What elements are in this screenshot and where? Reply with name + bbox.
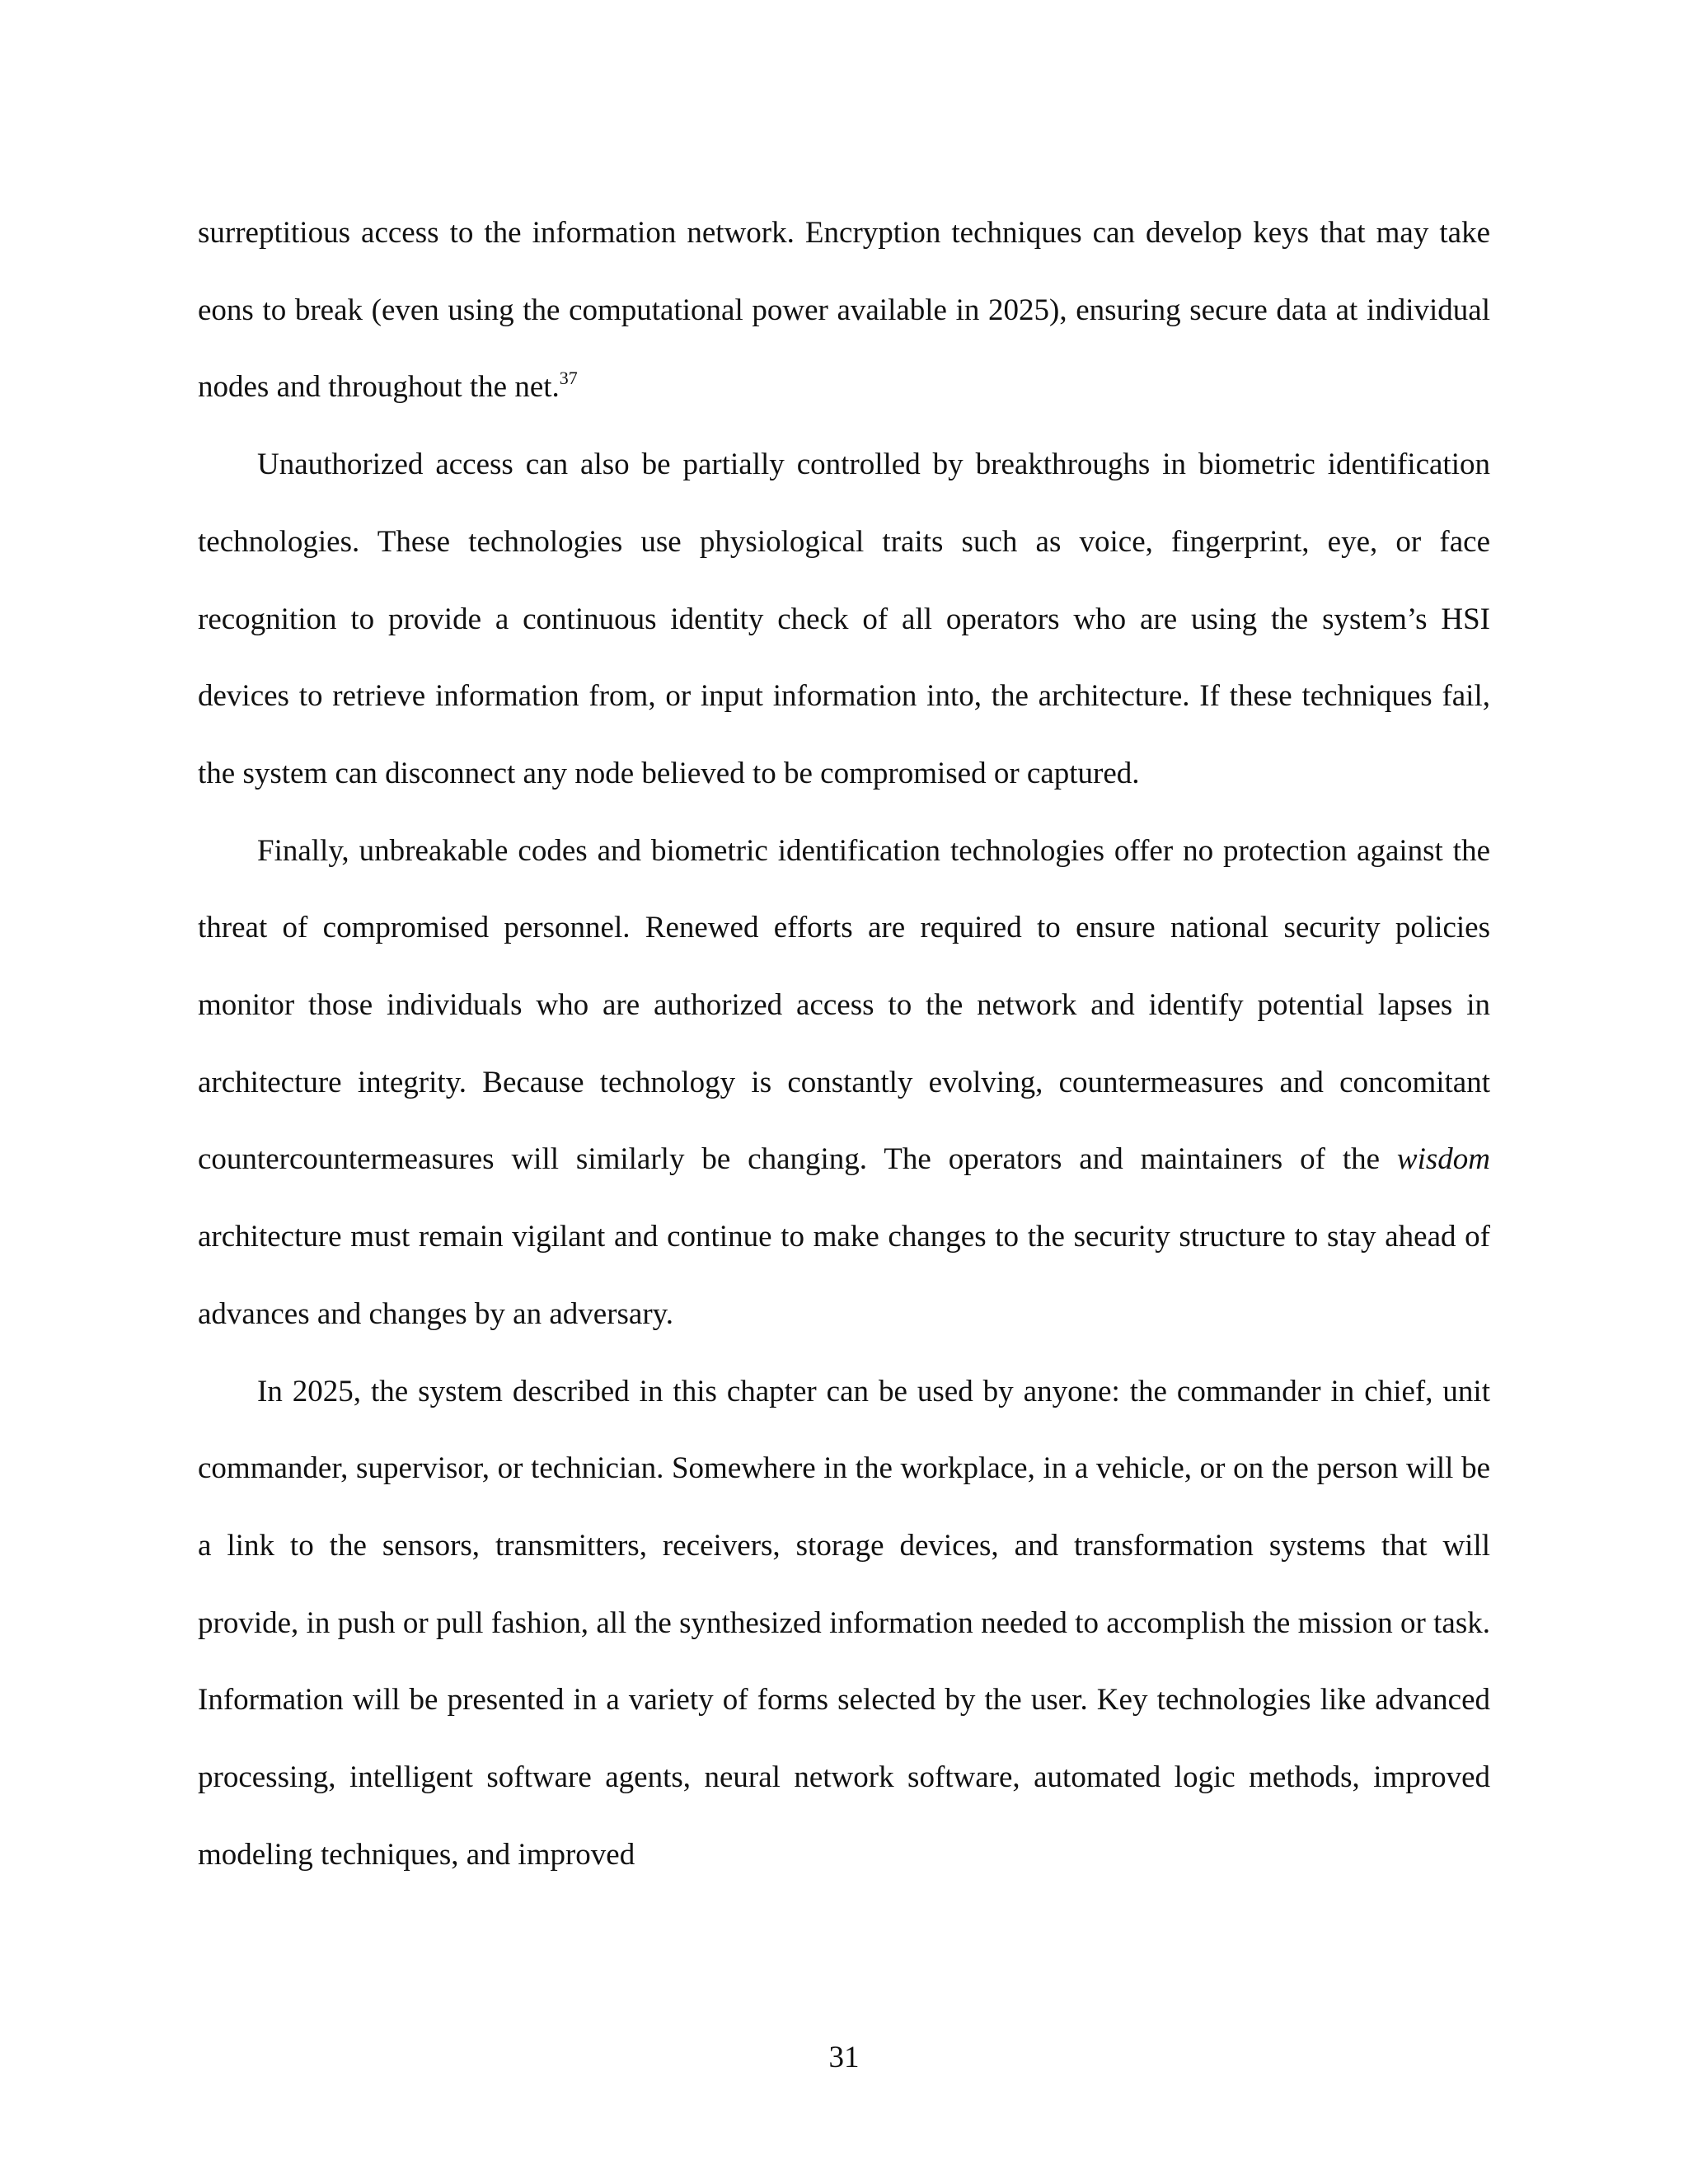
emphasized-word: wisdom [1396,1142,1490,1177]
paragraph-text: surreptitious access to the information network. Encryption techniques can develop keys that may take eons to break (even using the computational power available in 2025), ensuring secure data at individual nodes and throughout the net. [198,216,1490,405]
paragraph-text-before: Finally, unbreakable codes and biometric identification technologies offer no protection against the threat of compromised personnel. Renewed efforts are required to ensure national security policies monitor those individuals who are authorized access to the network and identify potential lapses in architecture integrity. Because technology is constantly evolving, countermeasures and concomitant countercountermeasures will similarly be changing. The operators and maintainers of the [198,833,1490,1177]
paragraph-text: Unauthorized access can also be partially controlled by breakthroughs in biometric identification technologies. These technologies use physiological traits such as voice, fingerprint, eye, or face recognition to provide a continuous identity check of all operators who are using the system’s HSI devices to retrieve information from, or input information into, the architecture. If these techniques fail, the system can disconnect any node believed to be compromised or captured. [198,448,1490,790]
page-number: 31 [828,2041,860,2074]
paragraph-continued [198,194,1490,426]
paragraph-compromised-personnel [198,813,1490,1353]
paragraph-unauthorized-access [198,426,1490,813]
paragraph-text-after: architecture must remain vigilant and continue to make changes to the security structure to stay ahead of advances and changes by an adversary. [198,1220,1490,1331]
paragraph-system-users [198,1353,1490,1894]
paragraph-text: In 2025, the system described in this chapter can be used by anyone: the commander in chief, unit commander, supervisor, or technician. Somewhere in the workplace, in a vehicle, or on the person will be a link to the sensors, transmitters, receivers, storage devices, and transformation systems that will provide, in push or pull fashion, all the synthesized information needed to accomplish the mission or task. Information will be presented in a variety of forms selected by the user. Key technologies like advanced processing, intelligent software agents, neural network software, automated logic methods, improved modeling techniques, and improved [198,1374,1490,1872]
body-text [198,194,1490,1893]
footnote-reference: 37 [559,368,578,389]
